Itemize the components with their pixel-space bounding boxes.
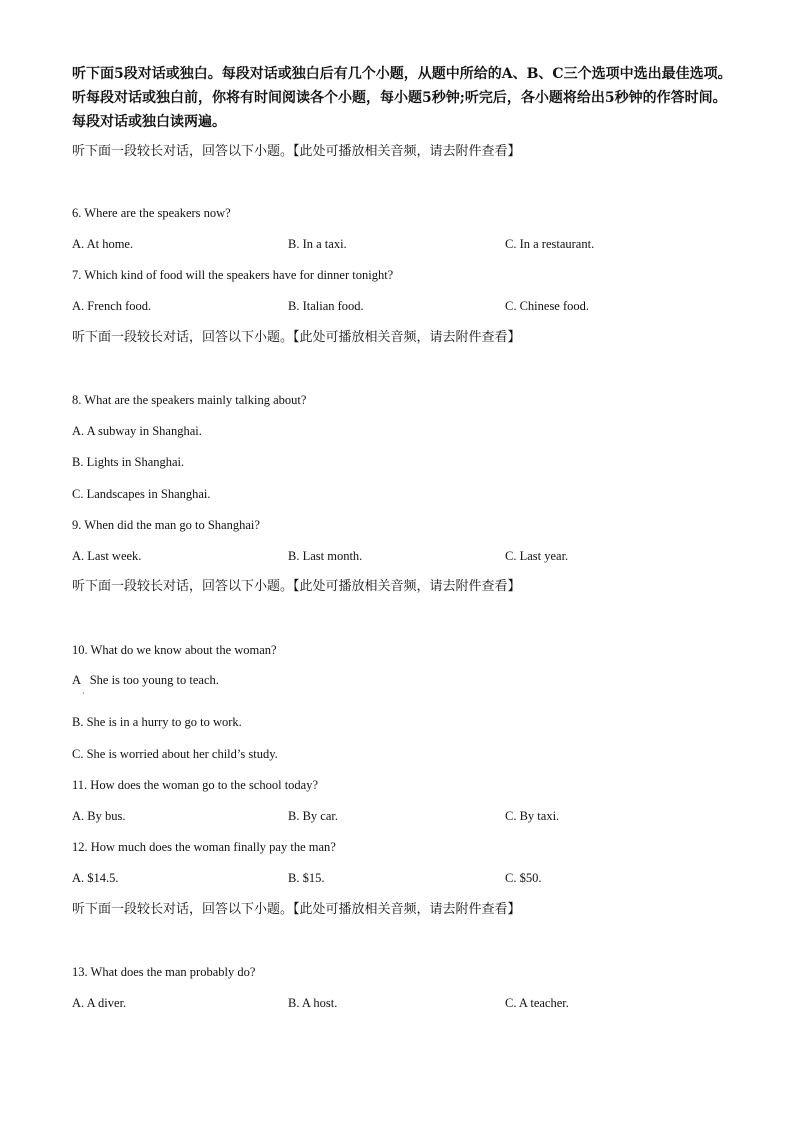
q6-option-a[interactable]: A. At home. [72,237,134,251]
q9-option-b[interactable]: B. Last month. [288,549,363,563]
q10-option-c[interactable]: C. She is worried about her child’s study. [72,747,278,761]
question-11: 11. How does the woman go to the school today? [72,778,319,792]
q13-option-b[interactable]: B. A host. [288,996,338,1010]
stray-dot-mark: · [82,689,85,698]
q8-option-b[interactable]: B. Lights in Shanghai. [72,455,185,469]
question-8: 8. What are the speakers mainly talking about? [72,393,307,407]
section-intro-4: 听下面一段较长对话，回答以下小题。【此处可播放相关音频，请去附件查看】 [72,902,521,917]
q12-option-a[interactable]: A. $14.5. [72,871,119,885]
q11-option-b[interactable]: B. By car. [288,809,338,823]
q13-option-c[interactable]: C. A teacher. [505,996,569,1010]
section-intro-2: 听下面一段较长对话，回答以下小题。【此处可播放相关音频，请去附件查看】 [72,330,521,345]
question-7: 7. Which kind of food will the speakers have for dinner tonight? [72,268,394,282]
q6-option-b[interactable]: B. In a taxi. [288,237,347,251]
q7-option-b[interactable]: B. Italian food. [288,299,364,313]
q11-option-a[interactable]: A. By bus. [72,809,126,823]
q7-option-c[interactable]: C. Chinese food. [505,299,590,313]
q10-option-b[interactable]: B. She is in a hurry to go to work. [72,715,242,729]
q6-option-c[interactable]: C. In a restaurant. [505,237,595,251]
question-6: 6. Where are the speakers now? [72,206,231,220]
q11-option-c[interactable]: C. By taxi. [505,809,560,823]
listening-instructions: 听下面5段对话或独白。每段对话或独白后有几个小题，从题中所给的A、B、C三个选项中选出最佳选项。听每段对话或独白前，你将有时间阅读各个小题，每小题5秒钟;听完后，各小题将给出5秒钟的作答时间。每段对话或独白读两遍。 [72,66,732,130]
section-intro-3: 听下面一段较长对话，回答以下小题。【此处可播放相关音频，请去附件查看】 [72,579,521,594]
q10-option-a[interactable]: A She is too young to teach. [72,673,219,687]
question-13: 13. What does the man probably do? [72,965,256,979]
question-12: 12. How much does the woman finally pay the man? [72,840,336,854]
q12-option-b[interactable]: B. $15. [288,871,325,885]
q13-option-a[interactable]: A. A diver. [72,996,127,1010]
question-10: 10. What do we know about the woman? [72,643,277,657]
q9-option-c[interactable]: C. Last year. [505,549,569,563]
q9-option-a[interactable]: A. Last week. [72,549,142,563]
q12-option-c[interactable]: C. $50. [505,871,542,885]
section-intro-1: 听下面一段较长对话，回答以下小题。【此处可播放相关音频，请去附件查看】 [72,144,521,159]
q7-option-a[interactable]: A. French food. [72,299,152,313]
question-9: 9. When did the man go to Shanghai? [72,518,260,532]
q8-option-c[interactable]: C. Landscapes in Shanghai. [72,487,211,501]
q8-option-a[interactable]: A. A subway in Shanghai. [72,424,202,438]
